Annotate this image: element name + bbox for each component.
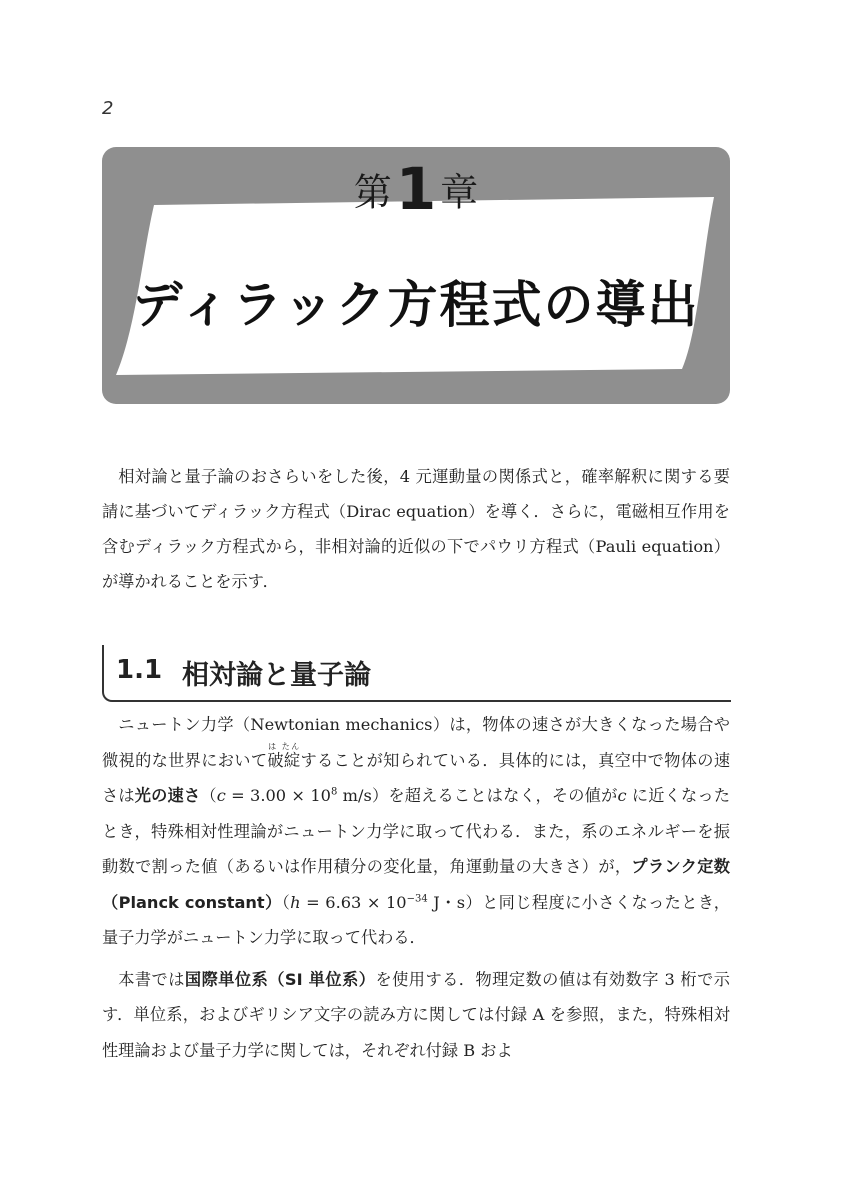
- ruby-word: [267, 741, 301, 770]
- term-si-units: 国際単位系（SI 単位系）: [184, 969, 376, 989]
- section-number: 1.1: [116, 655, 163, 685]
- text-run: ニュートン力学（Newtonian mechanics）は，物体の速さが大きくなった場合や微視的な世界において: [102, 715, 730, 770]
- math-var-c: c: [617, 786, 627, 805]
- math-expr: = 3.00 × 10: [225, 786, 331, 805]
- text-run: J・s）と同じ程度に小さくなったとき，量子力学がニュートン力学に取って代わる．: [102, 892, 730, 947]
- math-exponent: 8: [330, 786, 338, 798]
- term-speed-of-light: 光の速さ: [134, 786, 201, 805]
- math-expr: = 6.63 × 10: [300, 892, 407, 912]
- term-planck-constant: プランク定数（Planck constant）: [102, 857, 730, 912]
- intro-paragraph: 相対論と量子論のおさらいをした後，4 元運動量の関係式と，確率解釈に関する要請に基づいてディラック方程式（Dirac equation）を導く．さらに，電磁相互作用を含むディラック方程式から，非相対論的近似の下でパウリ方程式（Pauli equation）が導かれることを示す．: [102, 467, 730, 591]
- chapter-prefix: 第: [353, 170, 392, 215]
- ruby-base: 破綻: [267, 750, 301, 770]
- text-run: （: [281, 892, 291, 912]
- text-run: 本書では: [118, 969, 185, 989]
- chapter-title: ディラック方程式の導出: [132, 276, 700, 334]
- math-var-c: c: [216, 786, 226, 805]
- chapter-number-label: [102, 155, 730, 223]
- chapter-suffix: 章: [440, 170, 479, 215]
- page-number: 2: [102, 98, 114, 119]
- ruby-reading: は たん: [267, 741, 301, 751]
- text-run: m/s）を超えることはなく，その値が: [337, 786, 618, 805]
- math-exponent: −34: [406, 893, 428, 905]
- math-var-h: h: [290, 892, 301, 912]
- chapter-intro: [102, 459, 730, 599]
- body-paragraph-2: [102, 962, 730, 1069]
- text-run: することが知られている．具体的には，真空中で物体の速さは: [102, 750, 731, 805]
- text-run: に近くなったとき，特殊相対性理論がニュートン力学に取って代わる．また，系のエネルギーを振動数で割った値（あるいは作用積分の変化量，角運動量の大きさ）が，: [102, 786, 731, 876]
- chapter-heading-box: [102, 147, 730, 404]
- section-body: [102, 707, 730, 1074]
- chapter-number: 1: [395, 155, 437, 223]
- section-title: 相対論と量子論: [182, 660, 371, 691]
- text-run: を使用する．物理定数の値は有効数字 3 桁で示す．単位系，およびギリシア文字の読み方に関しては付録 A を参照，また，特殊相対性理論および量子力学に関しては，それぞれ付録 B およ: [102, 969, 730, 1060]
- body-paragraph-1: [102, 707, 730, 956]
- section-heading: [102, 645, 730, 703]
- text-run: （: [200, 786, 217, 805]
